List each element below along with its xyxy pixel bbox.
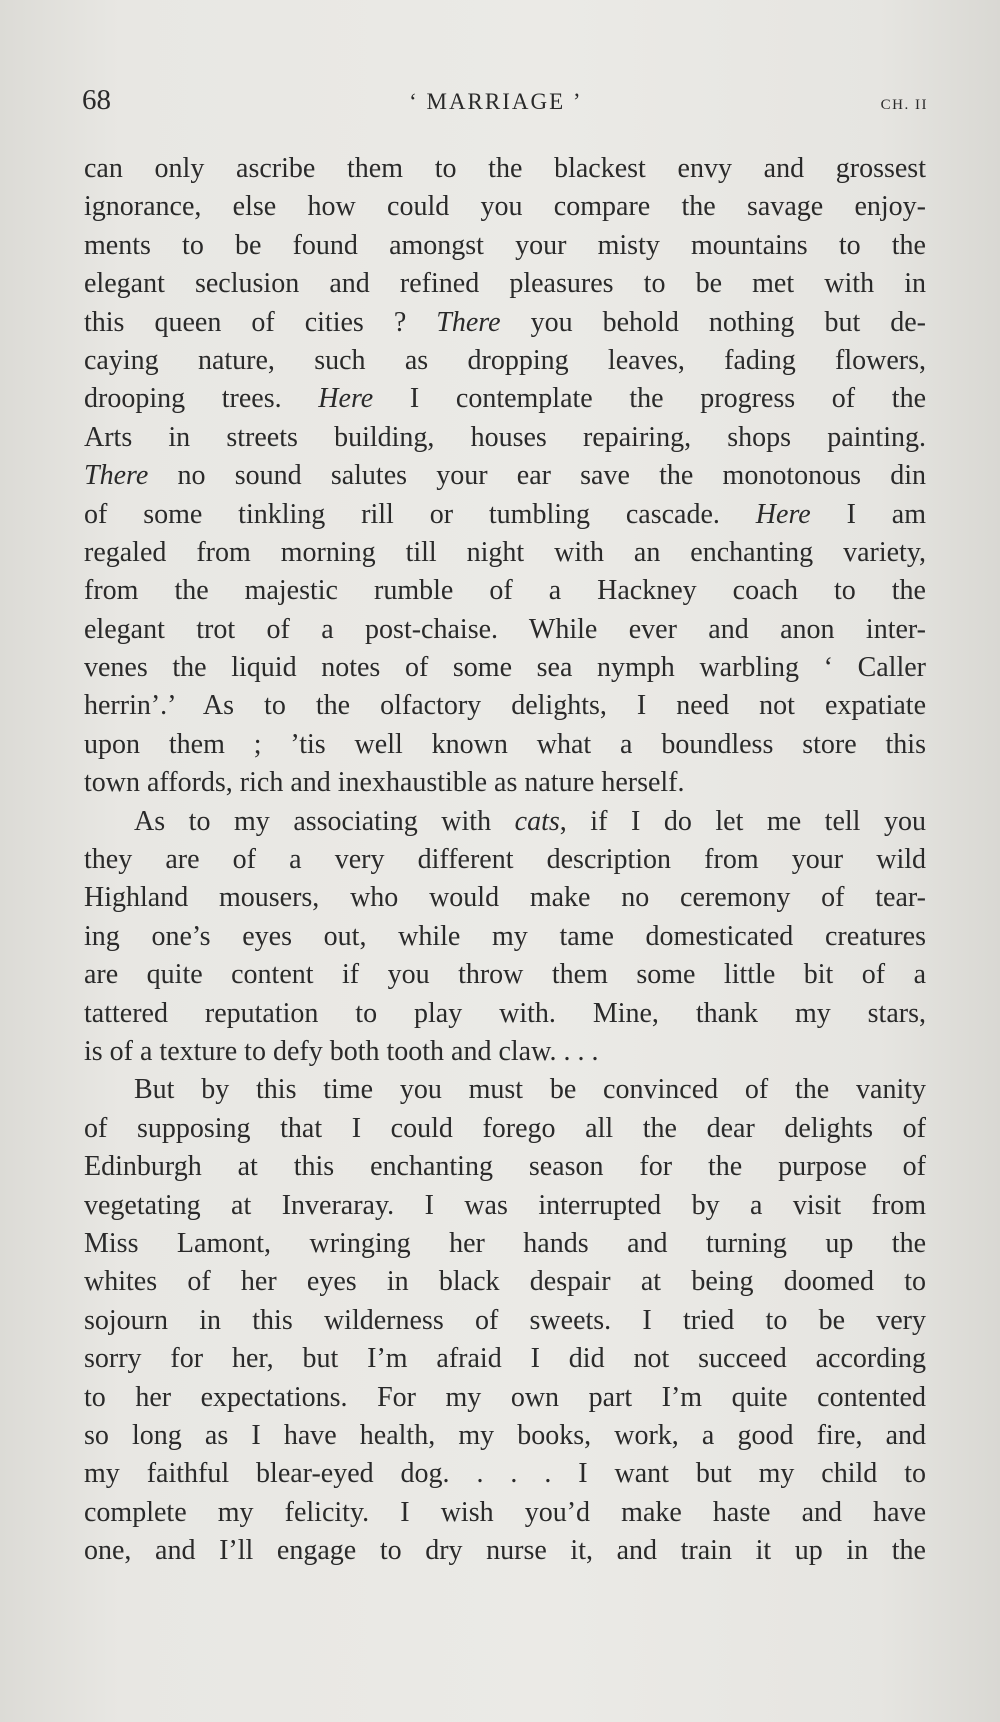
paragraph-first-line: But by this time you must be convinced of the vanity [134,1074,926,1106]
text-line: from the majestic rumble of a Hackney coach to the [84,575,926,607]
chapter-reference: CH. II [880,97,928,113]
italic-emphasis: Here [755,498,811,530]
text-line: of supposing that I could forego all the dear delights of [84,1112,926,1144]
text-line [84,304,926,342]
line-text: I contemplate the progress of the [373,383,926,415]
text-line: sojourn in this wilderness of sweets. I tried to be very [84,1304,926,1336]
text-line: ing one’s eyes out, while my tame domesticated creatures [84,920,926,952]
text-line: Highland mousers, who would make no ceremony of tear- [84,882,926,914]
italic-emphasis: There [84,460,149,492]
running-head [82,84,928,124]
text-line: elegant trot of a post-chaise. While ever and anon inter- [84,613,926,645]
text-line: caying nature, such as dropping leaves, fading flowers, [84,344,926,376]
text-line [84,457,926,495]
text-line: Edinburgh at this enchanting season for the purpose of [84,1151,926,1183]
text-line: town affords, rich and inexhaustible as nature herself. [84,767,685,799]
page-number: 68 [82,84,111,116]
text-line: regaled from morning till night with an enchanting variety, [84,536,926,568]
line-text: of some tinkling rill or tumbling cascade. [84,498,756,530]
text-line: so long as I have health, my books, work, a good fire, and [84,1419,926,1451]
text-line: my faithful blear-eyed dog. . . . I want but my child to [84,1458,926,1490]
line-text: As to my associating with [134,805,515,837]
line-text: you behold nothing but de- [500,306,927,338]
text-line [84,496,926,534]
text-line: complete my felicity. I wish you’d make haste and have [84,1496,926,1528]
text-line: elegant seclusion and refined pleasures to be met with in [84,268,926,300]
line-text: I am [810,498,927,530]
italic-emphasis: There [436,306,501,338]
text-line: to her expectations. For my own part I’m quite contented [84,1381,926,1413]
line-text: drooping trees. [84,383,319,415]
italic-emphasis: Here [318,383,374,415]
text-line: tattered reputation to play with. Mine, thank my stars, [84,997,926,1029]
text-line: ignorance, else how could you compare the savage enjoy- [84,191,926,223]
text-line: whites of her eyes in black despair at being doomed to [84,1266,926,1298]
line-text: , if I do let me tell you [559,805,927,837]
text-line: Miss Lamont, wringing her hands and turning up the [84,1227,926,1259]
text-line: upon them ; ’tis well known what a boundless store this [84,728,926,760]
text-line: is of a texture to defy both tooth and claw. . . . [84,1035,599,1067]
italic-emphasis: cats [514,805,560,837]
text-line: venes the liquid notes of some sea nymph warbling ‘ Caller [84,652,926,684]
text-line: herrin’.’ As to the olfactory delights, I need not expatiate [84,690,926,722]
text-line: ments to be found amongst your misty mountains to the [84,229,926,261]
paragraph-first-line [84,803,926,841]
text-line: they are of a very different description from your wild [84,844,926,876]
text-line: Arts in streets building, houses repairing, shops painting. [84,421,926,453]
line-text: this queen of cities ? [84,306,437,338]
text-line: can only ascribe them to the blackest envy and grossest [84,153,926,184]
text-line: are quite content if you throw them some little bit of a [84,959,926,991]
line-text: no sound salutes your ear save the monotonous din [148,460,926,492]
text-line: one, and I’ll engage to dry nurse it, and train it up in the [84,1535,926,1567]
text-line: vegetating at Inveraray. I was interrupted by a visit from [84,1189,926,1221]
text-line [84,380,926,418]
text-line: sorry for her, but I’m afraid I did not succeed according [84,1343,926,1375]
running-title: ‘ MARRIAGE ’ [409,89,583,114]
body-text [84,150,926,1570]
